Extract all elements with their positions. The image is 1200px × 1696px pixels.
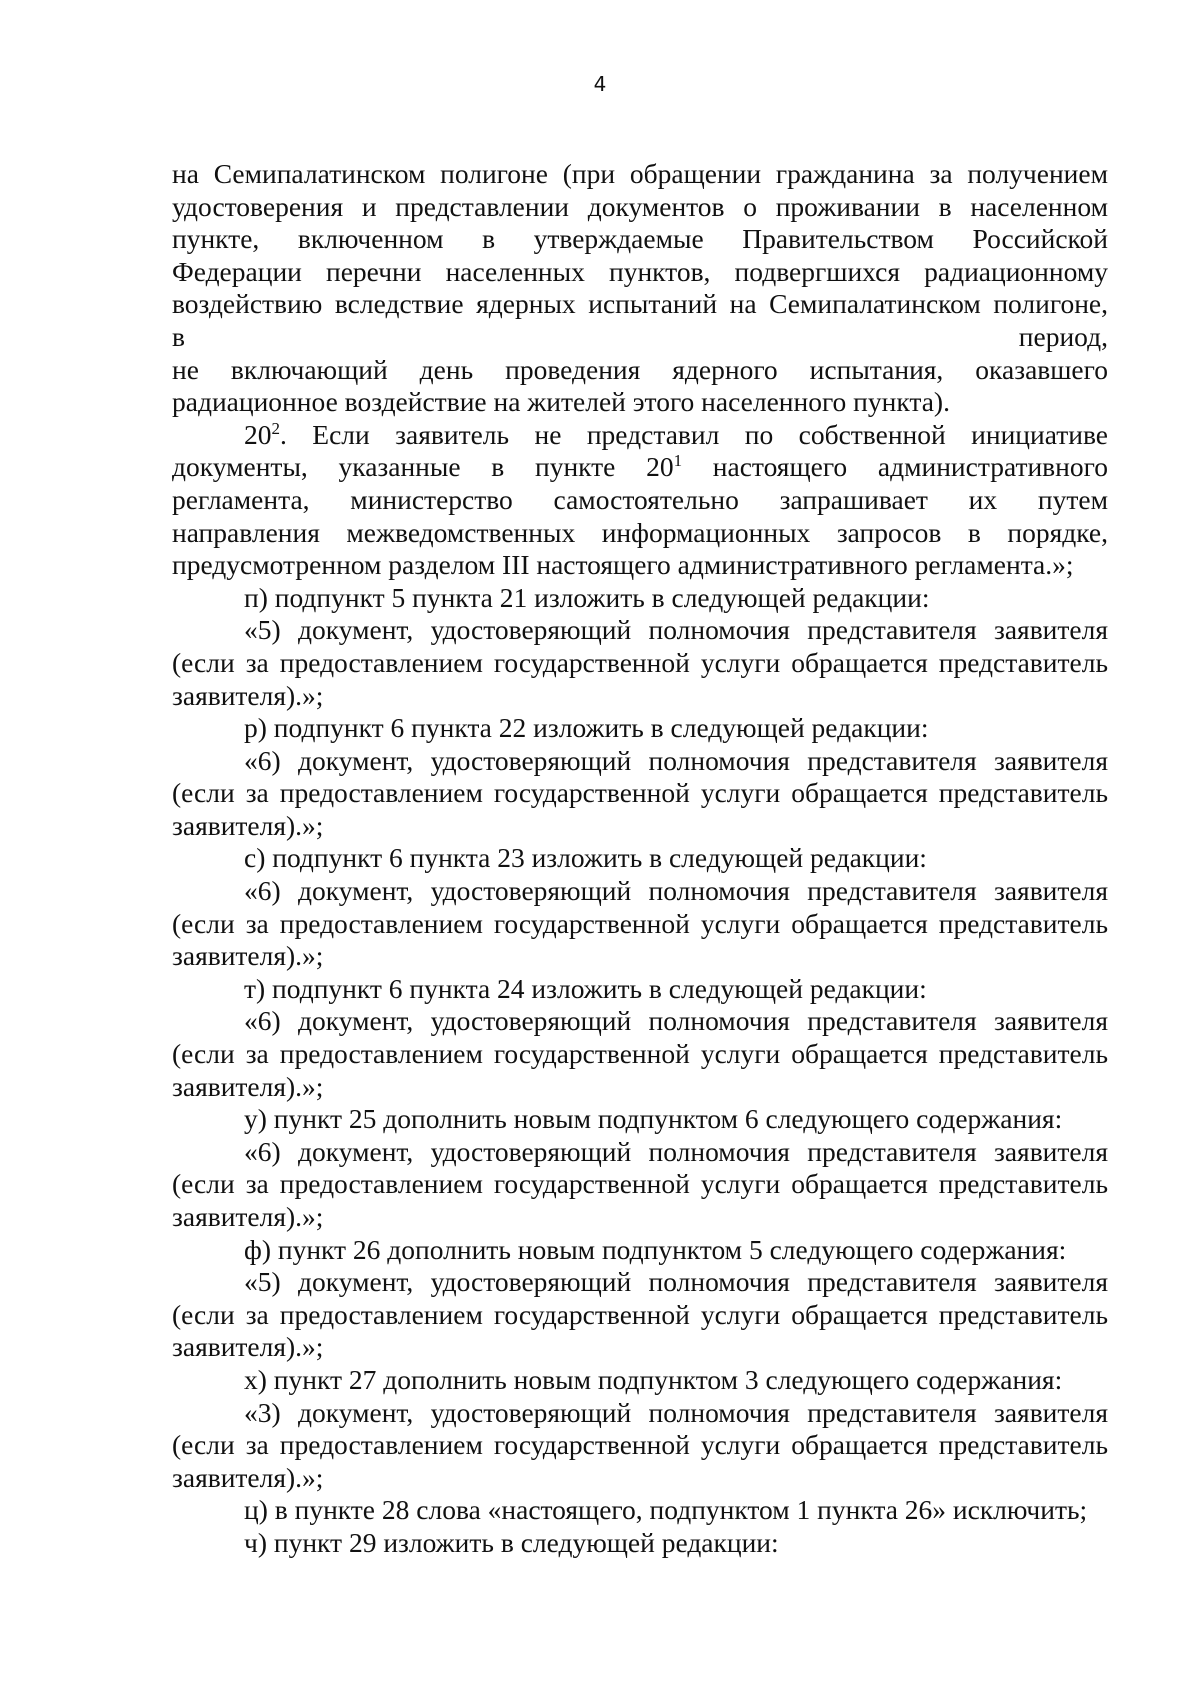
text-line: заявителя).»; [172,1461,324,1493]
text-line: пункте, включенном в утверждаемые Правительством Российской [172,223,1108,255]
text-line: предусмотренном разделом III настоящего административного регламента.»; [172,549,1074,581]
text-line: «5) документ, удостоверяющий полномочия представителя заявителя [244,1266,1108,1298]
paragraph-20-2-first-line [172,419,1108,452]
text-line: воздействию вследствие ядерных испытаний на Семипалатинском полигоне, [172,288,1108,320]
text-line: (если за предоставлением государственной услуги обращается представитель [172,1038,1108,1070]
amendment-heading: т) подпункт 6 пункта 24 изложить в следующей редакции: [244,972,927,1004]
superscript: 2 [271,418,280,438]
paragraph-number: 20 [244,418,272,450]
text-line: заявителя).»; [172,809,324,841]
text-line: «5) документ, удостоверяющий полномочия представителя заявителя [244,614,1108,646]
amendment-heading: р) подпункт 6 пункта 22 изложить в следующей редакции: [244,712,929,744]
text-line: заявителя).»; [172,679,324,711]
text-line [172,451,1108,484]
text-line: (если за предоставлением государственной услуги обращается представитель [172,777,1108,809]
text-line: «6) документ, удостоверяющий полномочия представителя заявителя [244,875,1108,907]
amendment-heading: ч) пункт 29 изложить в следующей редакции: [244,1526,779,1558]
text-line: удостоверения и представлении документов о проживании в населенном [172,190,1108,222]
text-line: «6) документ, удостоверяющий полномочия представителя заявителя [244,1135,1108,1167]
text-line: (если за предоставлением государственной услуги обращается представитель [172,646,1108,678]
document-body [172,158,1108,1560]
amendment-heading: ц) в пункте 28 слова «настоящего, подпунктом 1 пункта 26» исключить; [244,1494,1088,1526]
text-line: на Семипалатинском полигоне (при обращении гражданина за получением [172,158,1108,189]
amendment-heading: х) пункт 27 дополнить новым подпунктом 3 следующего содержания: [244,1363,1063,1395]
amendment-heading: ф) пункт 26 дополнить новым подпунктом 5 следующего содержания: [244,1233,1067,1265]
text-line: заявителя).»; [172,940,324,972]
text-line: (если за предоставлением государственной услуги обращается представитель [172,1429,1108,1461]
text-line: «3) документ, удостоверяющий полномочия представителя заявителя [244,1396,1108,1428]
text-line: заявителя).»; [172,1331,324,1363]
text-line: (если за предоставлением государственной услуги обращается представитель [172,1168,1108,1200]
amendment-heading: с) подпункт 6 пункта 23 изложить в следующей редакции: [244,842,927,874]
text-line: направления межведомственных информационных запросов в порядке, [172,516,1108,548]
text-fragment: документы, указанные в пункте 20 [172,451,674,483]
text-line: заявителя).»; [172,1201,324,1232]
text-line: радиационное воздействие на жителей этого населенного пункта). [172,386,950,418]
text-line: не включающий день проведения ядерного испытания, оказавшего [172,353,1108,385]
text-line: «6) документ, удостоверяющий полномочия представителя заявителя [244,744,1108,776]
text-fragment: . Если заявитель не представил по собственной инициативе [280,418,1108,450]
text-line: в период, [172,320,1108,352]
text-line: регламента, министерство самостоятельно запрашивает их путем [172,483,1108,515]
text-line: заявителя).»; [172,1070,324,1102]
text-line: (если за предоставлением государственной услуги обращается представитель [172,1298,1108,1330]
text-fragment: настоящего административного [682,451,1108,483]
text-line: Федерации перечни населенных пунктов, подвергшихся радиационному [172,255,1108,287]
superscript: 1 [673,451,683,471]
amendment-heading: п) подпункт 5 пункта 21 изложить в следующей редакции: [244,581,930,613]
text-line: «6) документ, удостоверяющий полномочия представителя заявителя [244,1005,1108,1037]
page-number: 4 [593,72,607,96]
text-line: (если за предоставлением государственной услуги обращается представитель [172,907,1108,939]
amendment-heading: у) пункт 25 дополнить новым подпунктом 6 следующего содержания: [244,1103,1063,1135]
